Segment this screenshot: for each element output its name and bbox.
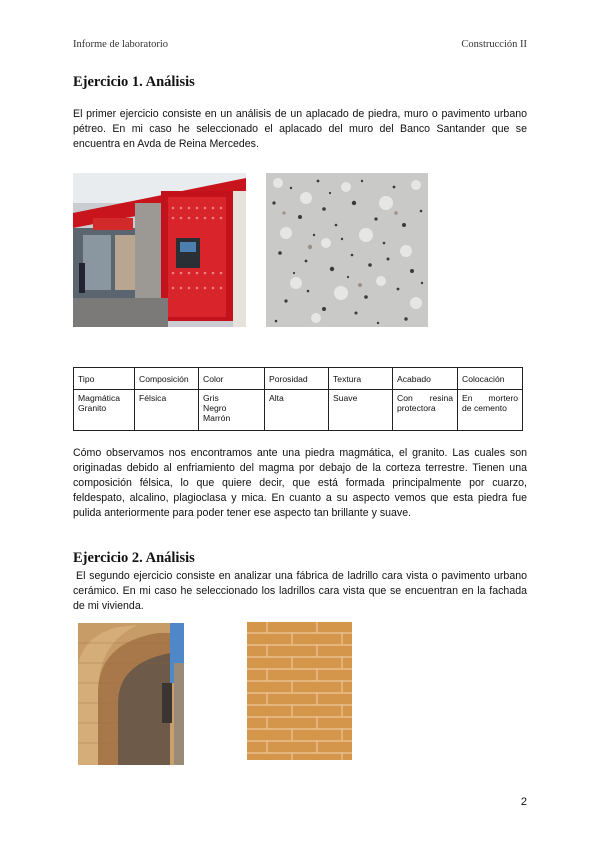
cell-colocacion bbox=[458, 390, 523, 431]
table-header-row bbox=[74, 368, 523, 390]
brick-arch-photo bbox=[78, 623, 184, 765]
exercise2-intro: El segundo ejercicio consiste en analizar una fábrica de ladrillo cara vista o pavimento urbano cerámico. En mi caso he seleccionado los ladrillos cara vista que se encuentran en la fachada de mi vivienda. bbox=[73, 570, 527, 612]
cell-colocacion-line: de cemento bbox=[462, 403, 507, 413]
header-porosidad: Porosidad bbox=[265, 368, 329, 390]
cell-color-line: Negro bbox=[203, 403, 227, 413]
cell-color bbox=[199, 390, 265, 431]
cell-acabado bbox=[393, 390, 458, 431]
header-composicion: Composición bbox=[135, 368, 199, 390]
header-right: Construcción II bbox=[461, 39, 527, 50]
header-textura: Textura bbox=[329, 368, 393, 390]
brick-wall-photo bbox=[247, 622, 352, 760]
header-acabado: Acabado bbox=[393, 368, 458, 390]
cell-tipo-line: Granito bbox=[78, 403, 107, 413]
bank-facade-photo bbox=[73, 173, 246, 327]
cell-acabado-line: protectora bbox=[397, 403, 436, 413]
cell-tipo bbox=[74, 390, 135, 431]
cell-acabado-word: resina bbox=[429, 393, 453, 403]
page-number: 2 bbox=[520, 796, 527, 808]
cell-textura: Suave bbox=[329, 390, 393, 431]
granite-texture-photo bbox=[266, 173, 428, 327]
cell-colocacion-word: mortero bbox=[488, 393, 518, 403]
cell-acabado-word: Con bbox=[397, 393, 413, 403]
cell-color-line: Gris bbox=[203, 393, 219, 403]
cell-color-line: Marrón bbox=[203, 413, 231, 423]
exercise1-intro: El primer ejercicio consiste en un análisis de un aplacado de piedra, muro o pavimento urbano pétreo. En mi caso he seleccionado el aplacado del muro del Banco Santander que se encuentra en Avda de Reina Mercedes. bbox=[73, 108, 527, 150]
cell-colocacion-word: En bbox=[462, 393, 473, 403]
header-colocacion: Colocación bbox=[458, 368, 523, 390]
exercise1-analysis: Cómo observamos nos encontramos ante una piedra magmática, el granito. Las cuales son originadas debido al enfriamiento del magma por debajo de la corteza terrestre. Tienen una composición félsica, lo que quiere decir, que está formada principalmente por cuarzo, feldespato, alcalino, plagioclasa y mica. En cuanto a su aspecto vemos que esta piedra fue pulida anteriormente para poder tener ese aspecto tan brillante y suave. bbox=[73, 447, 527, 519]
cell-composicion: Félsica bbox=[135, 390, 199, 431]
cell-colocacion-line bbox=[462, 393, 518, 403]
stone-properties-table bbox=[73, 367, 523, 431]
exercise2-title: Ejercicio 2. Análisis bbox=[73, 550, 195, 566]
cell-tipo-line: Magmática bbox=[78, 393, 121, 403]
cell-porosidad: Alta bbox=[265, 390, 329, 431]
header-color: Color bbox=[199, 368, 265, 390]
exercise1-title: Ejercicio 1. Análisis bbox=[73, 74, 195, 90]
header-tipo: Tipo bbox=[74, 368, 135, 390]
header-left: Informe de laboratorio bbox=[73, 39, 169, 50]
table-row bbox=[74, 390, 523, 431]
cell-acabado-line bbox=[397, 393, 453, 403]
